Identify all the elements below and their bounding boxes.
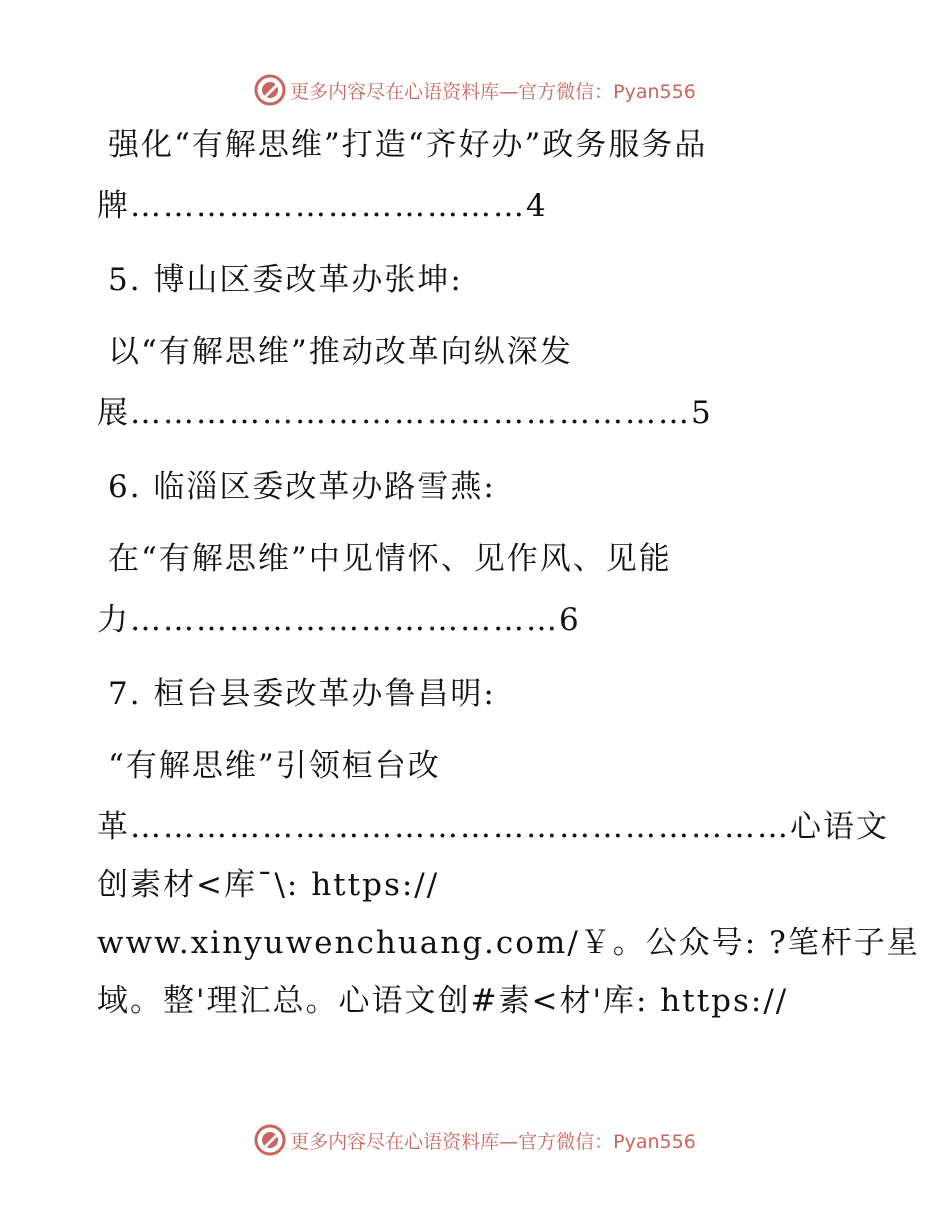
toc-line-6: 力…………………………………6 [97, 602, 581, 638]
pen-nib-seal-icon [254, 1124, 286, 1156]
watermark-text: 更多内容尽在心语资料库—官方微信：Pyan556 [290, 1130, 696, 1153]
toc-line-7: “有解思维”引领桓台改 [108, 748, 441, 784]
toc-line-3: 以“有解思维”推动改革向纵深发 [108, 334, 573, 370]
toc-line-2: 牌………………………………4 [97, 188, 548, 224]
toc-line-5: 在“有解思维”中见情怀、见作风、见能 [108, 541, 672, 577]
footer-watermark [0, 1122, 950, 1158]
toc-line-9: 创素材<库¯\: https:// [97, 867, 440, 903]
toc-line-1: 强化“有解思维”打造“齐好办”政务服务品 [108, 127, 708, 163]
toc-heading-7: 7. 桓台县委改革办鲁昌明: [108, 676, 496, 712]
toc-line-4: 展……………………………………………5 [97, 395, 713, 431]
toc-line-11: 域。整'理汇总。心语文创#素<材'库: https:// [97, 983, 789, 1019]
toc-heading-5: 5. 博山区委改革办张坤: [108, 262, 463, 298]
toc-heading-6: 6. 临淄区委改革办路雪燕: [108, 469, 496, 505]
pen-nib-seal-icon [254, 74, 286, 106]
toc-line-10: www.xinyuwenchuang.com/￥。公众号: ?笔杆子星 [97, 925, 920, 961]
watermark-text: 更多内容尽在心语资料库—官方微信：Pyan556 [290, 80, 696, 103]
header-watermark [0, 72, 950, 108]
toc-line-8: 革……………………………………………………心语文 [97, 809, 889, 845]
